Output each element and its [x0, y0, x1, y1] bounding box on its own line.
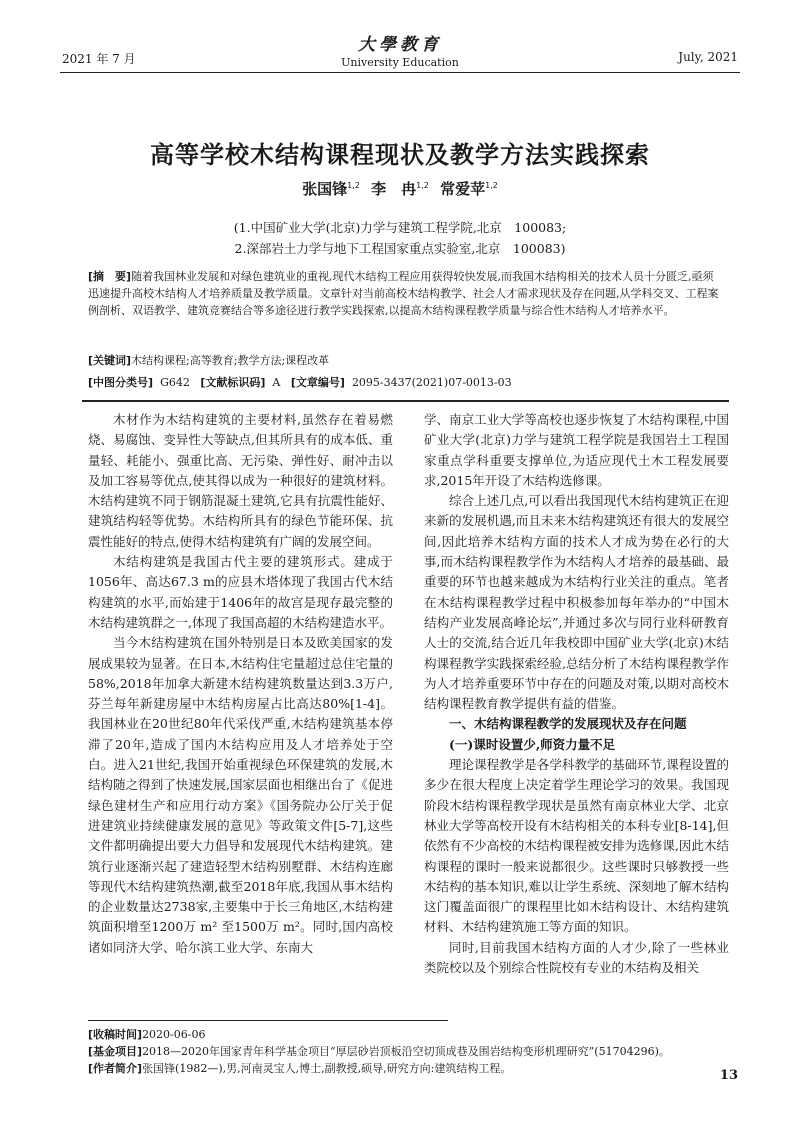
affiliation-2: 2.深部岩土力学与地下工程国家重点实验室,北京 100083)	[234, 241, 566, 256]
keywords-label: [关键词]	[88, 354, 132, 367]
keywords-text: 木结构课程;高等教育;教学方法;课程改革	[131, 354, 330, 367]
author-affiliation-mark: 1,2	[416, 181, 429, 190]
author-name: 李 冉	[371, 180, 417, 198]
author-affiliation-mark: 1,2	[347, 181, 360, 190]
author-name: 常爱苹	[440, 180, 486, 198]
subsection-heading: (一)课时设置少,师资力量不足	[449, 736, 616, 752]
author-bio-label: [作者简介]	[88, 1062, 143, 1075]
header-date-left: 2021 年 7 月	[62, 52, 136, 66]
doc-code-label: [文献标识码]	[200, 376, 266, 389]
body-paragraph: 木结构建筑是我国古代主要的建筑形式。建成于1056年、高达67.3 m的应县木塔体现了我国古代木结构建筑的水平,而始建于1406年的故宫是现存最完整的木结构建筑群之一,体现了我国高超的木结构建造水平。	[88, 554, 393, 630]
footnote-author	[88, 1060, 738, 1076]
journal-name-english: University Education	[341, 56, 459, 69]
classification-line	[88, 374, 724, 390]
body-paragraph: 学、南京工业大学等高校也逐步恢复了木结构课程,中国矿业大学(北京)力学与建筑工程学院是我国岩土工程国家重点学科重要支撑单位,为适应现代土木工程发展要求,2015年开设了木结构选修课。	[424, 412, 729, 488]
clc-label: [中图分类号]	[88, 376, 154, 389]
fund-text: 2018—2020年国家青年科学基金项目“厚层砂岩顶板沿空切顶成巷及围岩结构变形机理研究”(51704296)。	[142, 1045, 670, 1058]
clc-value: G642	[160, 376, 190, 389]
fund-label: [基金项目]	[88, 1045, 143, 1058]
author-name: 张国锋	[302, 180, 348, 198]
body-paragraph: 综合上述几点,可以看出我国现代木结构建筑正在迎来新的发展机遇,而且未来木结构建筑还有很大的发展空间,因此培养木结构方面的技术人才成为势在必行的大事,而木结构课程教学作为木结构人才培养的最基础、最重要的环节也越来越成为木结构行业关注的重点。笔者在木结构课程教学过程中积极参加每年举办的“中国木结构产业发展高峰论坛”,并通过多次与同行业科研教育人士的交流,结合近几年我校即中国矿业大学(北京)木结构课程教学实践探索经验,总结分析了木结构课程教学作为人才培养重要环节中存在的问题及对策,以期对高校木结构课程教育教学提供有益的借鉴。	[424, 493, 729, 712]
article-no-value: 2095-3437(2021)07-0013-03	[351, 376, 512, 389]
abstract-text: 随着我国林业发展和对绿色建筑业的重视,现代木结构工程应用获得较快发展,而我国木结构相关的技术人员十分匮乏,亟须迅速提升高校木结构人才培养质量及教学质量。文章针对当前高校木结构教学、社会人才需求现状及存在问题,从学科交叉、工程案例剖析、双语教学、建筑竞赛结合等多途径进行教学实践探索,以提高木结构课程教学质量与综合性木结构人才培养水平。	[88, 270, 719, 317]
header-date-right: July, 2021	[678, 50, 738, 64]
author-affiliation-mark: 1,2	[485, 181, 498, 190]
article-no-label: [文章编号]	[290, 376, 345, 389]
body-paragraph: 木材作为木结构建筑的主要材料,虽然存在着易燃烧、易腐蚀、变异性大等缺点,但其所具有的成本低、重量轻、耗能小、强重比高、无污染、弹性好、耐冲击以及加工容易等优点,使其得以成为一种很好的建筑材料。木结构建筑不同于钢筋混凝土建筑,它具有抗震性能好、建筑结构轻等优势。木结构所具有的绿色节能环保、抗震性能好的特点,使得木结构建筑有广阔的发展空间。	[88, 412, 393, 549]
affiliation-1: (1.中国矿业大学(北京)力学与建筑工程学院,北京 100083;	[233, 220, 567, 235]
abstract-label: [摘 要]	[88, 270, 132, 283]
body-column-left	[88, 410, 393, 958]
article-title: 高等学校木结构课程现状及教学方法实践探索	[150, 141, 650, 169]
doc-code-value: A	[272, 376, 281, 389]
author-bio-text: 张国锋(1982—),男,河南灵宝人,博士,副教授,硕导,研究方向:建筑结构工程。	[142, 1062, 512, 1075]
author-list	[0, 178, 800, 199]
keywords	[88, 352, 724, 368]
body-column-right	[424, 410, 729, 978]
body-paragraph: 当今木结构建筑在国外特别是日本及欧美国家的发展成果较为显著。在日本,木结构住宅量超过总住宅量的58%,2018年加拿大新建木结构建筑数量达到3.3万户,芬兰每年新建房屋中木结构房屋占比高达80%[1-4]。我国林业在20世纪80年代采伐严重,木结构建筑基本停滞了20年,造成了国内木结构应用及人才培养处于空白。进入21世纪,我国开始重视绿色环保建筑的发展,木结构随之得到了快速发展,国家层面也相继出台了《促进绿色建材生产和应用行动方案》《国务院办公厅关于促进建筑业持续健康发展的意见》等政策文件[5-7],这些文件都明确提出要大力倡导和发展现代木结构建筑。建筑行业逐渐兴起了建造轻型木结构别墅群、木结构连廊等现代木结构建筑热潮,截至2018年底,我国从事木结构的企业数量达2738家,主要集中于长三角地区,木结构建筑面积增至1200万 m² 至1500万 m²。同时,国内高校诸如同济大学、哈尔滨工业大学、东南大	[88, 635, 393, 955]
received-label: [收稿时间]	[88, 1028, 143, 1041]
footnote-fund	[88, 1043, 738, 1059]
abstract-separator	[82, 400, 729, 402]
footnote-received	[88, 1026, 738, 1042]
section-heading: 一、木结构课程教学的发展现状及存在问题	[449, 716, 687, 732]
journal-logo: 大學教育	[358, 35, 442, 55]
received-date: 2020-06-06	[142, 1028, 206, 1041]
footnote-rule	[88, 1020, 448, 1021]
body-paragraph: 同时,目前我国木结构方面的人才少,除了一些林业类院校以及个别综合性院校有专业的木结构及相关	[424, 939, 729, 976]
abstract	[88, 268, 724, 319]
page-number: 13	[719, 1068, 738, 1083]
header-rule	[60, 72, 740, 73]
body-paragraph: 理论课程教学是各学科教学的基础环节,课程设置的多少在很大程度上决定着学生理论学习的效果。我国现阶段木结构课程教学现状是虽然有南京林业大学、北京林业大学等高校开设有木结构相关的本科专业[8-14],但依然有不少高校的木结构课程被安排为选修课,因此木结构课程的课时一般来说都很少。这些课时只够教授一些木结构的基本知识,难以让学生系统、深刻地了解木结构这门覆盖面很广的课程里比如木结构设计、木结构建筑材料、木结构建筑施工等方面的知识。	[424, 757, 729, 935]
